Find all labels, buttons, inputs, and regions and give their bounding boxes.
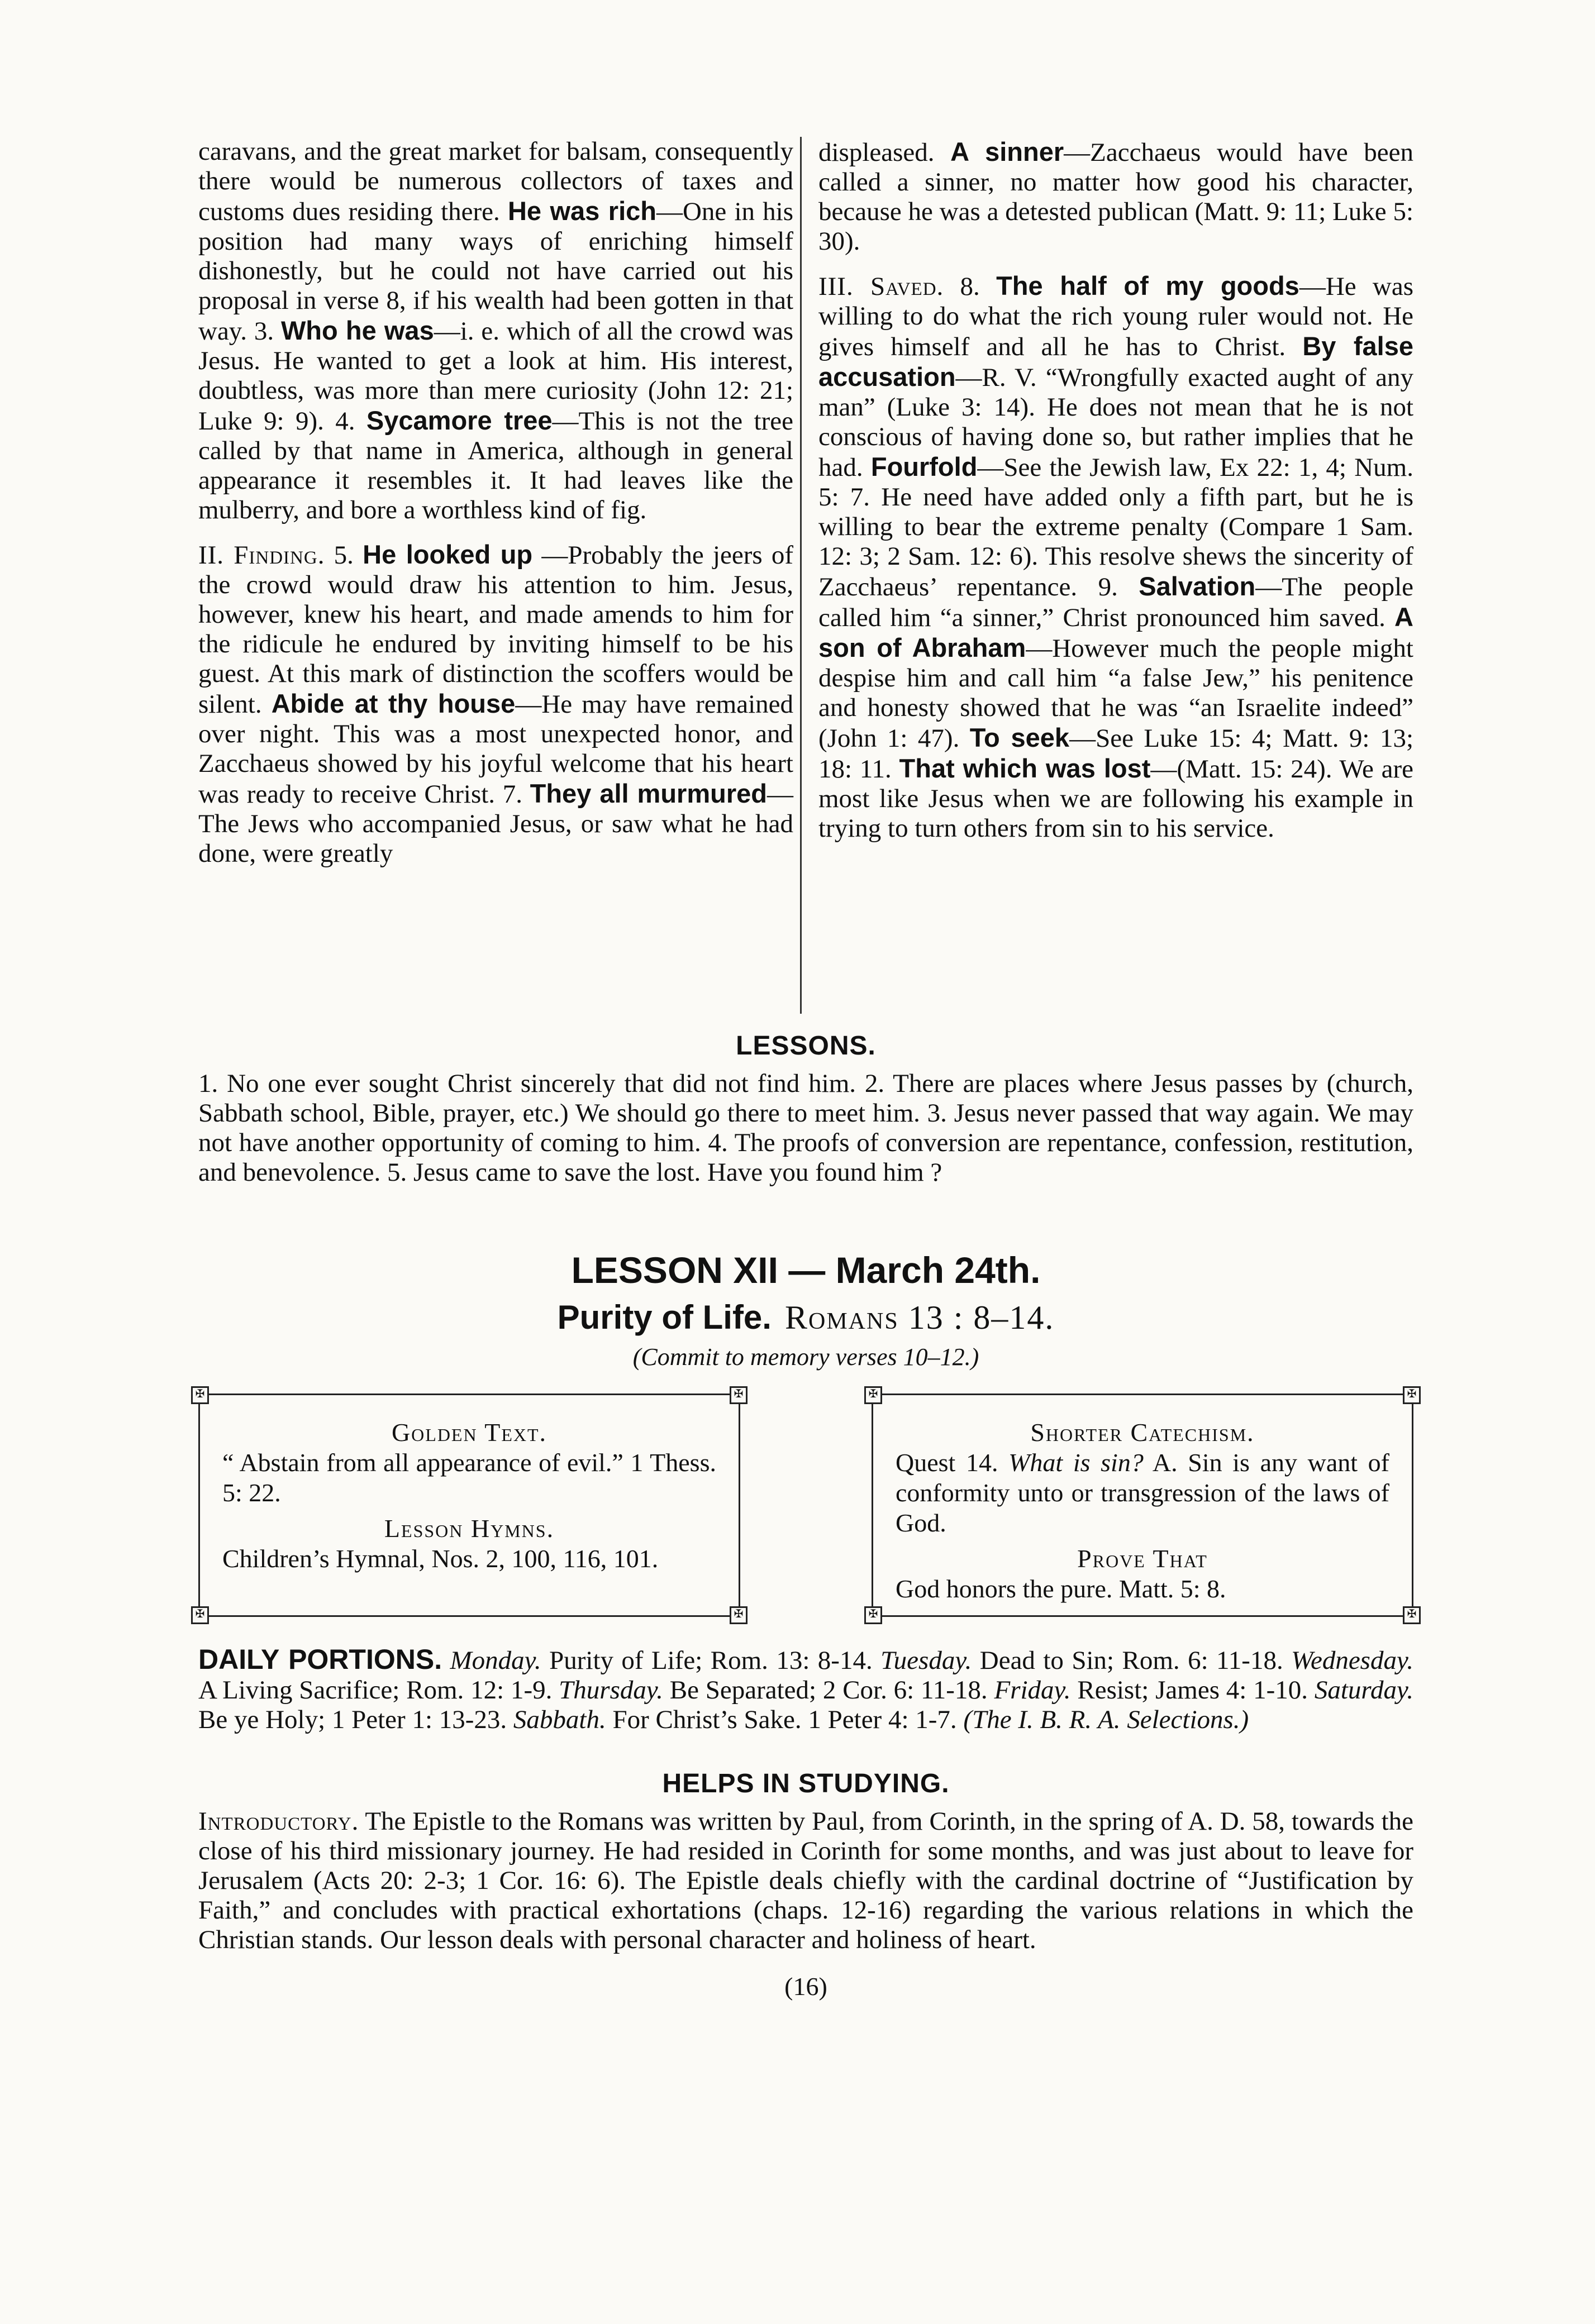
catechism-heading: Shorter Catechism.: [1030, 1418, 1255, 1447]
keyword: The half of my goods: [996, 271, 1299, 300]
daily-portions: DAILY PORTIONS. Monday. Purity of Life; Rom. 13: 8-14. Tuesday. Dead to Sin; Rom. 6: 11-18. Wednesday. A Living Sacrifice; Rom. 12: 1-9. Thursday. Be Separated; 2 Cor. 6: 11-18. Friday. Resist; James 4: 1-10. Saturday. Be ye Holy; 1 Peter 1: 13-23. Sabbath. For Christ’s Sake. 1 Peter 4: 1-7. (The I. B. R. A. Selections.): [198, 1644, 1413, 1734]
ornament-icon: ✠: [730, 1386, 747, 1404]
right-column: [812, 137, 1413, 1014]
section-label: III. Saved.: [818, 272, 944, 301]
keyword: Abide at thy house: [271, 689, 516, 718]
left-column: [198, 137, 802, 1014]
prove-text: God honors the pure. Matt. 5: 8.: [896, 1574, 1226, 1603]
info-boxes: [195, 1388, 1417, 1620]
lessons-heading: LESSONS.: [736, 1031, 876, 1061]
keyword: Salvation: [1139, 571, 1256, 601]
prove-heading: Prove That: [1077, 1544, 1208, 1573]
ornament-icon: ✠: [864, 1386, 882, 1404]
keyword: A son of Abraham: [818, 602, 1413, 662]
lesson-subtitle: [198, 1298, 1413, 1337]
keyword: They all murmured: [530, 779, 767, 808]
daily-portions-label: DAILY PORTIONS.: [198, 1644, 442, 1675]
lesson-hymns-heading: Lesson Hymns.: [384, 1514, 555, 1543]
helps-text: Introductory. The Epistle to the Romans was written by Paul, from Corinth, in the spring of A. D. 58, towards the close of his third missionary journey. He had resided in Corinth for some months, and was just about to leave for Jerusalem (Acts 20: 2-3; 1 Cor. 16: 6). The Epistle deals chiefly with the cardinal doctrine of “Justification by Faith,” and concludes with practical exhortations (chaps. 12-16) regarding the various relations in which the Christian stands. Our lesson deals with personal character and holiness of heart.: [198, 1807, 1413, 1954]
document-page: [195, 137, 1417, 2001]
ornament-icon: ✠: [1403, 1606, 1421, 1624]
commentary-paragraph: II. Finding. 5. He looked up —Probably the jeers of the crowd would draw his attention to him. Jesus, however, knew his heart, and made amends to him for the ridicule he endured by inviting himself to be his guest. At this mark of distinction the scoffers would be silent. Abide at thy house—He may have remained over night. This was a most unexpected honor, and Zacchaeus showed by his joyful welcome that his heart was ready to receive Christ. 7. They all murmured—The Jews who accompanied Jesus, or saw what he had done, were greatly: [198, 540, 794, 868]
ornament-icon: ✠: [191, 1386, 209, 1404]
keyword: A sinner: [950, 137, 1064, 166]
catechism-box: [868, 1388, 1417, 1620]
keyword: Fourfold: [870, 452, 978, 481]
helps-heading: HELPS IN STUDYING.: [662, 1769, 950, 1798]
catechism-question: Quest 14. What is sin? A. Sin is any want of conformity unto or transgression of the laws of God.: [896, 1448, 1389, 1537]
ornament-icon: ✠: [191, 1606, 209, 1624]
commentary-paragraph: III. Saved. 8. The half of my goods—He was willing to do what the rich young ruler would not. He gives himself and all he has to Christ. By false accusation—R. V. “Wrongfully exacted aught of any man” (Luke 3: 14). He does not mean that he is not conscious of having done so, but rather implies that he had. Fourfold—See the Jewish law, Ex 22: 1, 4; Num. 5: 7. He need have added only a fifth part, but he is willing to bear the extreme penalty (Compare 1 Sam. 12: 3; 2 Sam. 12: 6). This resolve shews the sincerity of Zacchaeus’ repentance. 9. Salvation—The people called him “a sinner,” Christ pronounced him saved. A son of Abraham—However much the people might despise him and call him “a false Jew,” his penitence and honesty showed that he was “an Israelite indeed” (John 1: 47). To seek—See Luke 15: 4; Matt. 9: 13; 18: 11. That which was lost—(Matt. 15: 24). We are most like Jesus when we are following his example in trying to turn others from sin to his service.: [818, 271, 1414, 843]
memory-note: (Commit to memory verses 10–12.): [632, 1343, 979, 1371]
commentary-paragraph: displeased. A sinner—Zacchaeus would have been called a sinner, no matter how good his character, because he was a detested publican (Matt. 9: 11; Luke 5: 30).: [818, 137, 1413, 256]
golden-text-box: [195, 1388, 744, 1620]
ornament-icon: ✠: [730, 1606, 747, 1624]
keyword: By false accusation: [818, 331, 1413, 392]
ornament-icon: ✠: [1403, 1386, 1421, 1404]
lessons-text: 1. No one ever sought Christ sincerely that did not find him. 2. There are places where Jesus passes by (church, Sabbath school, Bible, prayer, etc.) We should go there to meet him. 3. Jesus never passed that way again. We may not have another opportunity of coming to him. 4. The proofs of conversion are repentance, confession, restitution, and benevolence. 5. Jesus came to save the lost. Have you found him ?: [198, 1069, 1413, 1187]
keyword: That which was lost: [899, 753, 1151, 783]
keyword: Who he was: [280, 316, 434, 345]
section-label: II. Finding.: [198, 541, 325, 570]
two-column-commentary: [198, 137, 1413, 1014]
keyword: He looked up: [363, 540, 533, 569]
commentary-paragraph: caravans, and the great market for balsam, consequently there would be numerous collectors of taxes and customs dues residing there. He was rich—One in his position had many ways of enriching himself dishonestly, but he could not have carried out his proposal in verse 8, if his wealth had been gotten in that way. 3. Who he was—i. e. which of all the crowd was Jesus. He wanted to get a look at him. His interest, doubtless, was more than mere curiosity (John 12: 21; Luke 9: 9). 4. Sycamore tree—This is not the tree called by that name in America, although in general appearance it resembles it. It had leaves like the mulberry, and bore a worthless kind of fig.: [198, 137, 794, 524]
scripture-reference: Romans 13 : 8–14.: [784, 1299, 1055, 1336]
golden-text: “ Abstain from all appearance of evil.” 1 Thess. 5: 22.: [222, 1448, 716, 1507]
page-number: (16): [784, 1972, 827, 2001]
ornament-icon: ✠: [864, 1606, 882, 1624]
golden-text-heading: Golden Text.: [391, 1418, 547, 1447]
lesson-title: LESSON XII — March 24th.: [571, 1249, 1041, 1291]
lesson-hymns: Children’s Hymnal, Nos. 2, 100, 116, 101.: [222, 1544, 659, 1573]
keyword: He was rich: [507, 196, 656, 226]
keyword: Sycamore tree: [366, 405, 553, 435]
keyword: To seek: [969, 723, 1070, 752]
lesson-topic: Purity of Life.: [557, 1299, 772, 1336]
